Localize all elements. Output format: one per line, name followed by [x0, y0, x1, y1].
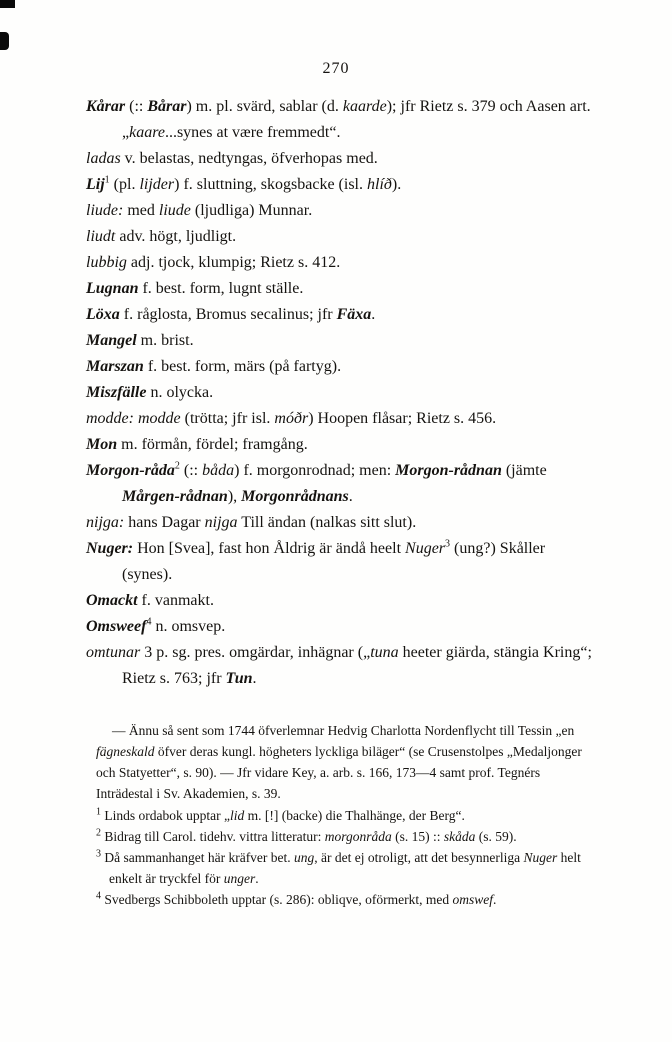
scan-artifact — [0, 32, 9, 50]
text-segment: . — [348, 488, 353, 505]
text-segment: ...synes at være fremmedt“. — [164, 124, 341, 141]
text-segment: morgonråda — [324, 829, 392, 844]
text-segment: 3 p. sg. pres. omgärdar, inhägnar („ — [140, 644, 371, 661]
text-segment: . — [255, 871, 259, 886]
dictionary-entry — [86, 380, 592, 406]
text-segment: båda — [202, 462, 235, 479]
dictionary-entry — [86, 146, 592, 172]
dictionary-entry — [86, 510, 592, 536]
scan-artifact — [0, 0, 15, 8]
text-segment: ) f. sluttning, skogsbacke (isl. — [174, 176, 367, 193]
dictionary-entry — [86, 536, 592, 588]
text-segment: f. vanmakt. — [137, 592, 214, 609]
text-segment: f. best. form, lugnt ställe. — [138, 280, 304, 297]
footnotes — [96, 805, 594, 910]
text-segment: kaare — [129, 124, 165, 141]
text-segment: omtunar — [86, 644, 141, 661]
text-segment: Morgonrådnans — [241, 488, 349, 505]
text-segment: adj. tjock, klumpig; Rietz s. 412. — [126, 254, 341, 271]
text-segment: med — [123, 202, 159, 219]
text-segment: Lugnan — [86, 280, 139, 297]
footnote — [96, 805, 594, 826]
text-segment: (:: — [125, 98, 148, 115]
text-segment: skåda — [443, 829, 476, 844]
text-segment: ); jfr Rietz s. 379 och Aasen art. „ — [122, 98, 591, 141]
text-segment: 2 — [174, 460, 180, 472]
dictionary-entry — [86, 172, 592, 198]
text-segment: Bidrag till Carol. tidehv. vittra litteratur: — [101, 829, 325, 844]
text-segment: 4 — [146, 616, 152, 628]
text-segment: lubbig — [86, 254, 127, 271]
text-segment: liude: — [86, 202, 124, 219]
text-segment: Hon [Svea], fast hon Åldrig är ändå heelt — [133, 540, 406, 557]
text-segment: (ung?) Skåller (synes). — [122, 540, 546, 583]
notes-section — [96, 720, 594, 910]
dictionary-entry — [86, 458, 592, 510]
footnote — [96, 826, 594, 847]
text-segment: unger — [223, 871, 256, 886]
text-segment: v. belastas, nedtyngas, öfverhopas med. — [120, 150, 378, 167]
dictionary-entries — [86, 94, 592, 692]
text-segment: heeter giärda, stängia Kring“; Rietz s. 763; jfr — [122, 644, 592, 687]
text-segment: Marszan — [86, 358, 144, 375]
text-segment: (jämte — [501, 462, 547, 479]
text-segment: modde: — [86, 410, 134, 427]
text-segment: 3 — [96, 848, 101, 860]
text-segment: Till ändan (nalkas sitt slut). — [237, 514, 417, 531]
text-segment: (pl. — [109, 176, 140, 193]
text-segment: m. förmån, fördel; framgång. — [117, 436, 308, 453]
text-segment: hans Dagar — [124, 514, 205, 531]
dictionary-entry — [86, 302, 592, 328]
text-segment: Då sammanhanget här kräfver bet. — [101, 850, 295, 865]
text-segment: f. best. form, märs (på fartyg). — [143, 358, 342, 375]
dictionary-entry — [86, 354, 592, 380]
text-segment: helt enkelt är tryckfel för — [109, 850, 581, 886]
editorial-note — [96, 720, 594, 804]
text-segment: Mårgen-rådnan — [122, 488, 228, 505]
text-segment: Svedbergs Schibboleth upptar (s. 286): obliqve, oförmerkt, med — [101, 892, 453, 907]
text-segment: 1 — [96, 806, 101, 818]
text-segment: (s. 15) :: — [391, 829, 444, 844]
text-segment: Omsweef — [86, 618, 147, 635]
text-segment: (:: — [179, 462, 203, 479]
text-segment: 1 — [104, 174, 110, 186]
text-segment: . — [371, 306, 376, 323]
dictionary-entry — [86, 94, 592, 146]
text-segment: tuna — [370, 644, 399, 661]
text-segment: (ljudliga) Munnar. — [190, 202, 313, 219]
text-segment: ladas — [86, 150, 121, 167]
text-segment: Mangel — [86, 332, 137, 349]
text-segment: ), — [227, 488, 242, 505]
text-segment: liude — [158, 202, 191, 219]
text-segment: ) f. morgonrodnad; men: — [234, 462, 396, 479]
text-segment: n. omsvep. — [151, 618, 226, 635]
text-segment: lid — [229, 808, 245, 823]
text-segment: lijder — [139, 176, 175, 193]
text-segment: hlíð — [367, 176, 392, 193]
text-segment: (trötta; jfr isl. — [180, 410, 275, 427]
text-segment: ). — [391, 176, 402, 193]
dictionary-entry — [86, 276, 592, 302]
text-segment: m. brist. — [136, 332, 194, 349]
text-segment: — Ännu så sent som 1744 öfverlemnar Hedvig Charlotta Nordenflycht till Tessin „en — [112, 723, 575, 738]
text-segment: Tun — [225, 670, 253, 687]
text-segment: Omackt — [86, 592, 138, 609]
text-segment: Nuger — [405, 540, 446, 557]
text-segment: ) Hoopen flåsar; Rietz s. 456. — [308, 410, 497, 427]
footnote — [96, 847, 594, 889]
text-segment: kaarde — [342, 98, 387, 115]
text-segment: Fäxa — [336, 306, 372, 323]
dictionary-entry — [86, 198, 592, 224]
text-segment: 3 — [445, 538, 451, 550]
text-segment: adv. högt, ljudligt. — [115, 228, 237, 245]
dictionary-entry — [86, 588, 592, 614]
text-segment: Morgon-råda — [86, 462, 175, 479]
text-segment: Lij — [86, 176, 105, 193]
text-segment: móðr — [274, 410, 309, 427]
text-segment: Nuger: — [86, 540, 134, 557]
text-segment: m. [!] (backe) die Thalhänge, der Berg“. — [244, 808, 465, 823]
text-segment: Mon — [86, 436, 118, 453]
dictionary-entry — [86, 250, 592, 276]
text-segment: Nuger — [523, 850, 558, 865]
dictionary-entry — [86, 640, 592, 692]
dictionary-entry — [86, 614, 592, 640]
text-segment: nijga — [204, 514, 238, 531]
text-segment: fägneskald — [96, 744, 155, 759]
text-segment: ) m. pl. svärd, sablar (d. — [186, 98, 343, 115]
text-segment: Löxa — [86, 306, 120, 323]
text-segment: liudt — [86, 228, 116, 245]
text-segment: . — [252, 670, 257, 687]
text-segment: modde — [137, 410, 181, 427]
dictionary-entry — [86, 224, 592, 250]
dictionary-entry — [86, 328, 592, 354]
page-number: 270 — [322, 60, 350, 77]
text-segment: ung — [294, 850, 315, 865]
text-segment: Kårar — [86, 98, 126, 115]
text-segment: (s. 59). — [475, 829, 517, 844]
dictionary-entry — [86, 406, 592, 432]
text-segment: Miszfälle — [86, 384, 147, 401]
text-segment: 4 — [96, 890, 101, 902]
text-segment: Linds ordabok upptar „ — [101, 808, 230, 823]
text-segment: . — [492, 892, 497, 907]
text-segment: öfver deras kungl. högheters lyckliga biläger“ (se Crusenstolpes „Medaljonger och Statyetter“, s. 90). — Jfr vidare Key, a. arb. s. 166, 173—4 samt prof. Tegnérs Inträdestal i Sv. Akademien, s. 39. — [96, 744, 582, 801]
text-segment: nijga: — [86, 514, 125, 531]
dictionary-entry — [86, 432, 592, 458]
text-segment: , är det ej otroligt, att det besynnerliga — [314, 850, 524, 865]
text-segment: 2 — [96, 827, 101, 839]
text-segment: n. olycka. — [146, 384, 214, 401]
text-segment: Bårar — [147, 98, 187, 115]
text-segment: omswef — [452, 892, 493, 907]
footnote — [96, 889, 594, 910]
text-segment: f. råglosta, Bromus secalinus; jfr — [119, 306, 337, 323]
text-segment: Morgon-rådnan — [395, 462, 502, 479]
